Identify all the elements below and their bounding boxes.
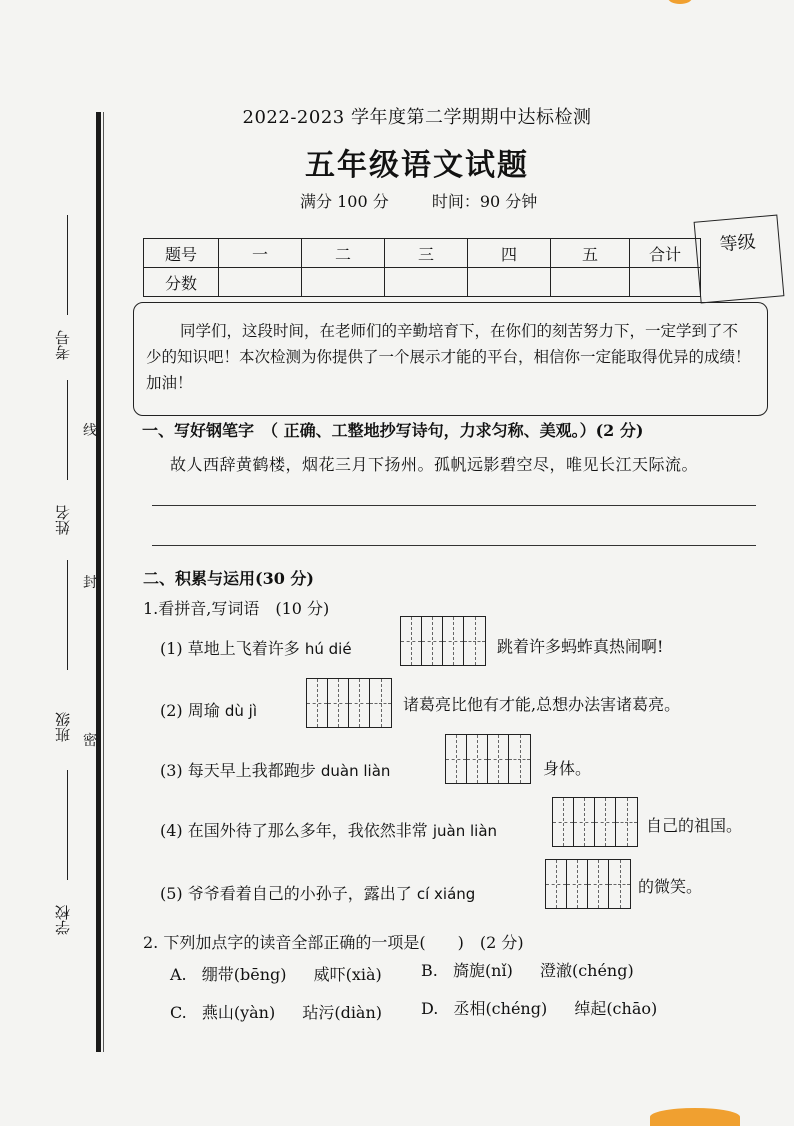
question1-title: 1.看拼音,写词语 (10 分) — [143, 599, 330, 618]
item-1-continuation: 跳着许多蚂蚱真热闹啊! — [497, 637, 664, 656]
exam-meta — [300, 189, 575, 212]
section2-heading: 二、积累与运用(30 分) — [143, 569, 314, 588]
grid-cell[interactable] — [616, 798, 637, 846]
pinyin-prompt: duàn liàn — [320, 762, 391, 780]
item-3-continuation: 身体。 — [543, 759, 592, 778]
answer-grid-2[interactable] — [306, 678, 392, 728]
pinyin-prompt: juàn liàn — [432, 822, 498, 840]
option-word: 丞相(chéng) — [453, 999, 548, 1018]
exam-time: 时间：90 分钟 — [431, 192, 538, 211]
score-table — [143, 238, 701, 297]
pinyin-item-1: (1) 草地上飞着许多 hú dié — [160, 639, 352, 658]
seal-char-line: 线 — [83, 423, 97, 439]
pinyin-item-2: (2) 周瑜 dù jì — [160, 701, 258, 720]
option-word: 绷带(bēng) — [201, 965, 287, 984]
option-word: 燕山(yàn) — [201, 1003, 276, 1022]
row-label: 题号 — [144, 239, 219, 268]
fill-line-class — [67, 560, 68, 670]
score-cell[interactable] — [385, 268, 468, 297]
intro-text: 同学们，这段时间，在老师们的辛勤培育下，在你们的刻苦努力下，一定学到了不少的知识吧！本次检测为你提供了一个展示才能的平台，相信你一定能取得优异的成绩！加油！ — [146, 322, 751, 392]
column-header: 合计 — [630, 239, 701, 268]
answer-grid-5[interactable] — [545, 859, 631, 909]
score-cell[interactable] — [468, 268, 551, 297]
grid-cell[interactable] — [574, 798, 595, 846]
column-header: 三 — [385, 239, 468, 268]
grid-cell[interactable] — [588, 860, 609, 908]
exam-title: 2022-2023 学年度第二学期期中达标检测 — [242, 107, 592, 128]
score-cell[interactable] — [551, 268, 630, 297]
question2-title: 2. 下列加点字的读音全部正确的一项是( ) (2 分) — [143, 933, 524, 952]
score-table-row-scores — [144, 268, 701, 297]
column-header: 一 — [219, 239, 302, 268]
grid-cell[interactable] — [488, 735, 509, 783]
grid-cell[interactable] — [609, 860, 630, 908]
grid-cell[interactable] — [349, 679, 370, 727]
option-word: 绰起(chāo) — [574, 999, 658, 1018]
pinyin-prompt: dù jì — [224, 702, 258, 720]
item-5-continuation: 的微笑。 — [638, 877, 703, 896]
grade-label: 等级 — [718, 231, 757, 256]
seal-char-secret: 密 — [83, 733, 97, 749]
label-school: 学校 — [54, 905, 72, 935]
option-letter: A. — [170, 965, 187, 984]
pinyin-item-3: (3) 每天早上我都跑步 duàn liàn — [160, 761, 391, 780]
grid-cell[interactable] — [595, 798, 616, 846]
section1-heading: 一、写好钢笔字 （ 正确、工整地抄写诗句，力求匀称、美观。）(2 分) — [142, 421, 644, 440]
score-cell[interactable] — [302, 268, 385, 297]
grid-cell[interactable] — [467, 735, 488, 783]
grid-cell[interactable] — [422, 617, 443, 665]
row-label: 分数 — [144, 268, 219, 297]
label-exam-number: 考号 — [54, 330, 72, 360]
column-header: 四 — [468, 239, 551, 268]
grid-cell[interactable] — [328, 679, 349, 727]
grid-cell[interactable] — [464, 617, 485, 665]
fill-line-name-top — [67, 380, 68, 480]
option-word: 威吓(xià) — [313, 965, 382, 984]
grid-cell[interactable] — [546, 860, 567, 908]
grid-cell[interactable] — [509, 735, 530, 783]
pinyin-prompt: hú dié — [304, 640, 352, 658]
answer-grid-3[interactable] — [445, 734, 531, 784]
pinyin-item-4: (4) 在国外待了那么多年，我依然非常 juàn liàn — [160, 821, 498, 840]
score-cell[interactable] — [219, 268, 302, 297]
score-cell[interactable] — [630, 268, 701, 297]
label-class: 班级 — [54, 712, 72, 742]
seal-char-seal: 封 — [83, 575, 97, 591]
pinyin-prompt: cí xiáng — [416, 885, 476, 903]
pinyin-item-5: (5) 爷爷看着自己的小孙子，露出了 cí xiáng — [160, 884, 476, 903]
full-score: 满分 100 分 — [300, 192, 389, 211]
grid-cell[interactable] — [307, 679, 328, 727]
binding-line-inner — [103, 112, 104, 1052]
grid-cell[interactable] — [370, 679, 391, 727]
item-2-continuation: 诸葛亮比他有才能,总想办法害诸葛亮。 — [403, 695, 681, 714]
option-word: 玷污(diàn) — [302, 1003, 383, 1022]
option-a[interactable] — [170, 962, 382, 985]
grid-cell[interactable] — [446, 735, 467, 783]
option-word: 旖旎(nǐ) — [452, 961, 513, 980]
option-d[interactable] — [421, 996, 657, 1019]
column-header: 五 — [551, 239, 630, 268]
paper-title: 五年级语文试题 — [305, 148, 529, 183]
answer-grid-1[interactable] — [400, 616, 486, 666]
grade-box[interactable] — [694, 214, 785, 303]
label-name: 姓名 — [54, 505, 72, 535]
fill-line-exam-number — [67, 215, 68, 315]
grid-cell[interactable] — [443, 617, 464, 665]
item-4-continuation: 自己的祖国。 — [646, 816, 743, 835]
column-header: 二 — [302, 239, 385, 268]
option-word: 澄澈(chéng) — [539, 961, 634, 980]
fill-line-school — [67, 770, 68, 880]
answer-grid-4[interactable] — [552, 797, 638, 847]
grid-cell[interactable] — [401, 617, 422, 665]
writing-line-1[interactable] — [152, 505, 756, 506]
score-table-row-numbers — [144, 239, 701, 268]
option-c[interactable] — [170, 1000, 382, 1023]
option-letter: B. — [421, 961, 438, 980]
poem-text: 故人西辞黄鹤楼，烟花三月下扬州。孤帆远影碧空尽，唯见长江天际流。 — [170, 455, 699, 474]
corner-decoration-top — [668, 0, 692, 4]
grid-cell[interactable] — [553, 798, 574, 846]
grid-cell[interactable] — [567, 860, 588, 908]
corner-decoration-bottom — [650, 1108, 740, 1126]
option-letter: D. — [421, 999, 439, 1018]
option-letter: C. — [170, 1003, 187, 1022]
writing-line-2[interactable] — [152, 545, 756, 546]
option-b[interactable] — [421, 958, 634, 981]
